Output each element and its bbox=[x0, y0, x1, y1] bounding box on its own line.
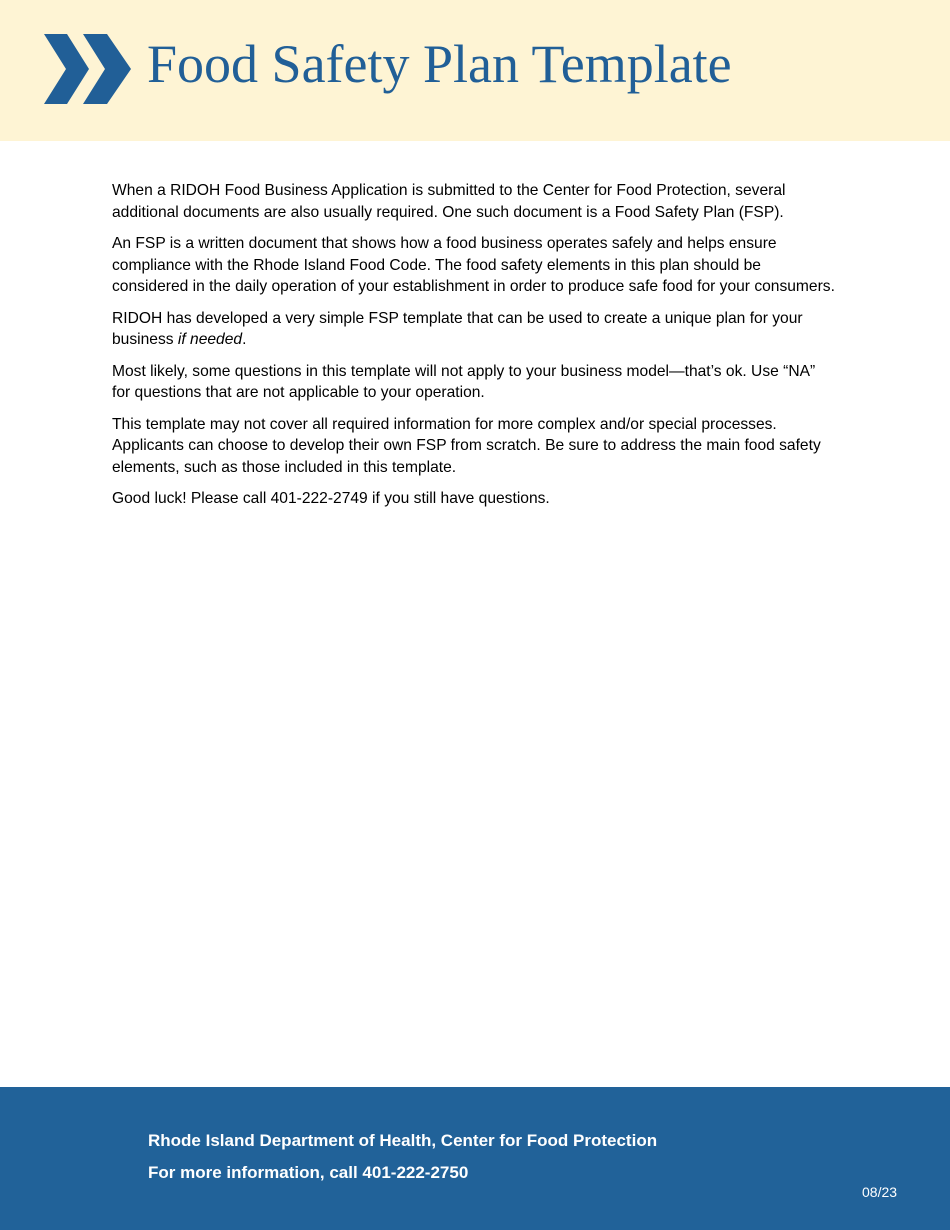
paragraph-1: When a RIDOH Food Business Application is submitted to the Center for Food Protection, several additional documents are also usually required. One such document is a Food Safety Plan (FSP). bbox=[112, 182, 786, 221]
footer-date: 08/23 bbox=[862, 1184, 898, 1200]
intro-text bbox=[112, 180, 836, 520]
paragraph-3-text: RIDOH has developed a very simple FSP template that can be used to create a unique plan for your business bbox=[112, 309, 803, 348]
footer-organization: Rhode Island Department of Health, Center for Food Protection bbox=[148, 1131, 658, 1150]
paragraph-3-emphasis: if needed bbox=[177, 331, 243, 348]
header-banner bbox=[0, 0, 950, 141]
paragraph-3 bbox=[112, 308, 836, 351]
paragraph-3-end: . bbox=[242, 331, 247, 348]
paragraph-6: Good luck! Please call 401-222-2749 if you still have questions. bbox=[112, 490, 550, 507]
page-title: Food Safety Plan Template bbox=[147, 34, 732, 94]
paragraph-5: This template may not cover all required information for more complex and/or special processes. Applicants can choose to develop their own FSP from scratch. Be sure to address the main food safety elements, such as those included in this template. bbox=[112, 415, 821, 476]
footer-contact: For more information, call 401-222-2750 bbox=[148, 1163, 469, 1182]
paragraph-2: An FSP is a written document that shows how a food business operates safely and helps ensure compliance with the Rhode Island Food Code. The food safety elements in this plan should be considered in the daily operation of your establishment in order to produce safe food for your consumers. bbox=[112, 235, 835, 295]
footer-banner bbox=[0, 1087, 950, 1230]
paragraph-4: Most likely, some questions in this template will not apply to your business model—that’s ok. Use “NA” for questions that are not applicable to your operation. bbox=[112, 362, 816, 401]
double-chevron-icon bbox=[44, 34, 132, 104]
